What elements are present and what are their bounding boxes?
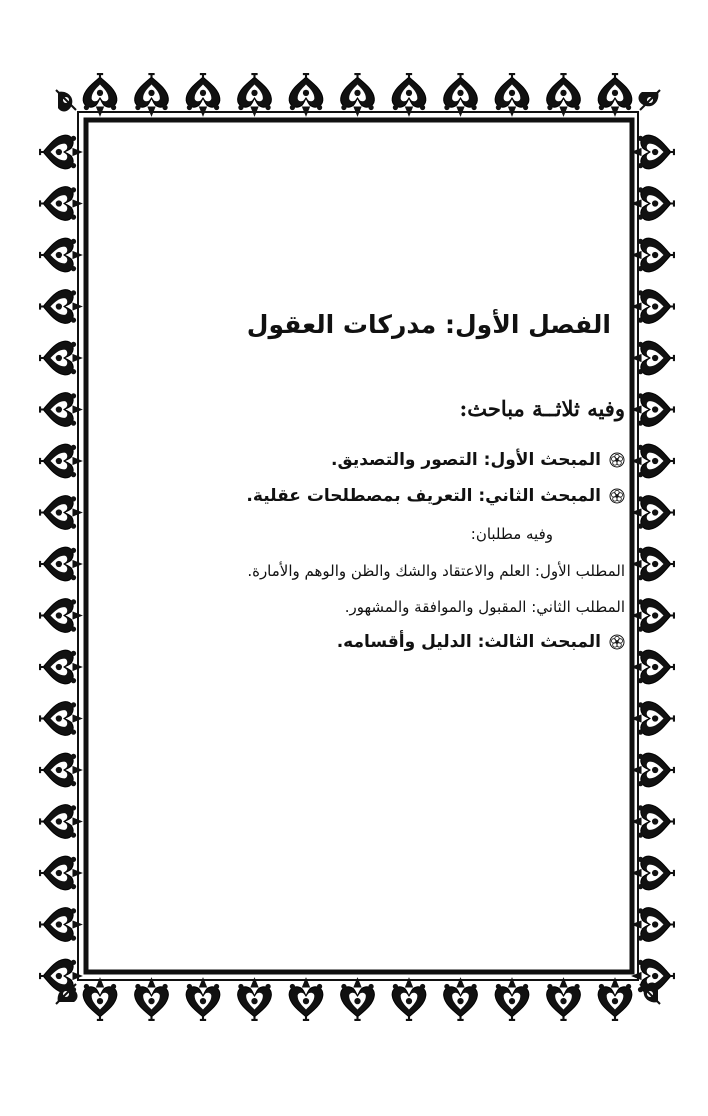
floral-ornament-icon bbox=[289, 977, 323, 1021]
floral-ornament-icon bbox=[598, 977, 632, 1021]
floral-ornament-icon bbox=[39, 702, 83, 736]
floral-ornament-icon bbox=[83, 977, 117, 1021]
floral-ornament-icon bbox=[39, 393, 83, 427]
floral-ornament-icon bbox=[39, 341, 83, 375]
floral-ornament-icon bbox=[39, 908, 83, 942]
floral-ornament-icon bbox=[639, 90, 660, 110]
sections-intro: وفيه ثلاثــة مباحث: bbox=[459, 396, 625, 421]
section-3 bbox=[337, 632, 625, 652]
floral-ornament-icon bbox=[39, 290, 83, 324]
section-2 bbox=[246, 486, 625, 506]
requirement-1: المطلب الأول: العلم والاعتقاد والشك والظن والوهم والأمارة. bbox=[247, 562, 625, 580]
floral-ornament-icon bbox=[547, 73, 581, 117]
page-content bbox=[95, 120, 625, 970]
floral-ornament-icon bbox=[39, 238, 83, 272]
floral-ornament-icon bbox=[444, 977, 478, 1021]
floral-ornament-icon bbox=[39, 805, 83, 839]
floral-ornament-icon bbox=[341, 73, 375, 117]
floral-ornament-icon bbox=[598, 73, 632, 117]
floral-ornament-icon bbox=[640, 983, 660, 1004]
floral-ornament-icon bbox=[39, 496, 83, 530]
floral-ornament-icon bbox=[289, 73, 323, 117]
flower-bullet-icon bbox=[609, 488, 625, 504]
floral-ornament-icon bbox=[39, 753, 83, 787]
requirement-2: المطلب الثاني: المقبول والموافقة والمشهور. bbox=[344, 598, 625, 616]
floral-ornament-icon bbox=[186, 73, 220, 117]
floral-ornament-icon bbox=[444, 73, 478, 117]
floral-ornament-icon bbox=[341, 977, 375, 1021]
floral-ornament-icon bbox=[83, 73, 117, 117]
section-2-label: المبحث الثاني: التعريف بمصطلحات عقلية. bbox=[246, 486, 601, 506]
floral-ornament-icon bbox=[238, 977, 272, 1021]
floral-ornament-icon bbox=[56, 90, 76, 111]
requirements-intro: وفيه مطلبان: bbox=[470, 525, 553, 543]
floral-ornament-icon bbox=[39, 856, 83, 890]
floral-ornament-icon bbox=[39, 959, 83, 993]
chapter-title: الفصل الأول: مدركات العقول bbox=[246, 310, 611, 339]
floral-ornament-icon bbox=[547, 977, 581, 1021]
floral-ornament-icon bbox=[238, 73, 272, 117]
floral-ornament-icon bbox=[39, 187, 83, 221]
floral-ornament-icon bbox=[392, 977, 426, 1021]
floral-ornament-icon bbox=[495, 73, 529, 117]
floral-ornament-icon bbox=[392, 73, 426, 117]
floral-ornament-icon bbox=[39, 444, 83, 478]
floral-ornament-icon bbox=[186, 977, 220, 1021]
floral-ornament-icon bbox=[39, 599, 83, 633]
floral-ornament-icon bbox=[39, 650, 83, 684]
section-1-label: المبحث الأول: التصور والتصديق. bbox=[331, 450, 601, 470]
flower-bullet-icon bbox=[609, 634, 625, 650]
floral-ornament-icon bbox=[495, 977, 529, 1021]
section-3-label: المبحث الثالث: الدليل وأقسامه. bbox=[336, 632, 601, 652]
floral-ornament-icon bbox=[39, 135, 83, 169]
floral-ornament-icon bbox=[135, 73, 169, 117]
section-1 bbox=[331, 450, 625, 470]
floral-ornament-icon bbox=[135, 977, 169, 1021]
flower-bullet-icon bbox=[609, 452, 625, 468]
floral-ornament-icon bbox=[39, 547, 83, 581]
